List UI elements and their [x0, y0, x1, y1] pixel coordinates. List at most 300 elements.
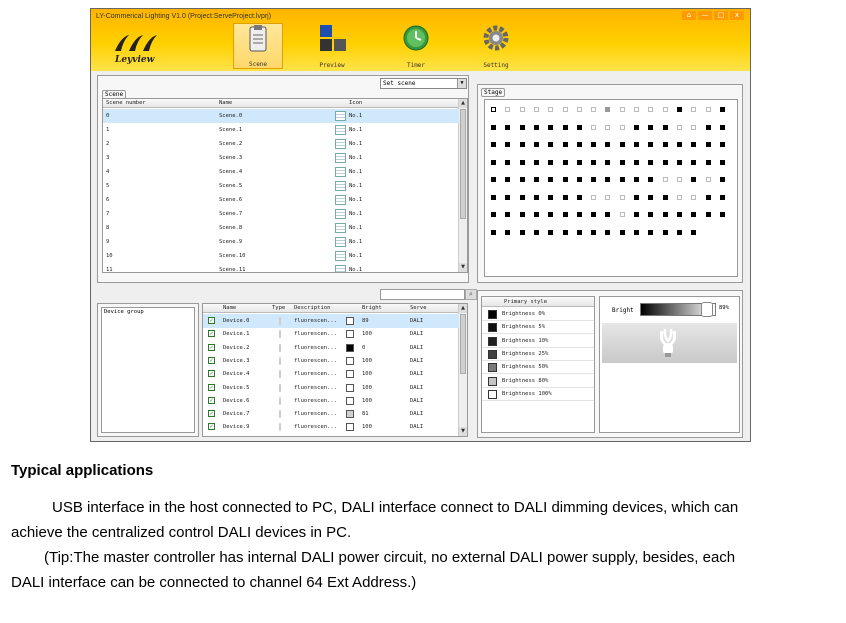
stage-light[interactable]	[563, 212, 568, 217]
primary-style-item[interactable]	[482, 388, 594, 401]
stage-light[interactable]	[677, 142, 682, 147]
stage-light[interactable]	[520, 177, 525, 182]
stage-light[interactable]	[677, 230, 682, 235]
style-swatch	[488, 337, 497, 346]
brightness-swatch	[346, 317, 354, 325]
stage-light[interactable]	[577, 212, 582, 217]
scene-row[interactable]	[103, 137, 459, 151]
stage-light[interactable]	[663, 107, 668, 112]
stage-light[interactable]	[663, 142, 668, 147]
stage-light[interactable]	[520, 142, 525, 147]
stage-light[interactable]	[648, 212, 653, 217]
stage-light[interactable]	[505, 177, 510, 182]
stage-light[interactable]	[563, 125, 568, 130]
scene-row[interactable]	[103, 221, 459, 235]
scene-row[interactable]	[103, 207, 459, 221]
checkbox[interactable]: ✓	[209, 330, 214, 338]
scroll-up-icon[interactable]: ▲	[459, 304, 467, 313]
stage-light[interactable]	[663, 212, 668, 217]
scene-number: 1	[106, 127, 110, 133]
scene-icon-label: No.1	[349, 239, 363, 245]
checkbox[interactable]: ✓	[209, 396, 214, 404]
scene-image-icon	[335, 139, 346, 149]
stage-light[interactable]	[648, 177, 653, 182]
stage-light[interactable]	[548, 142, 553, 147]
stage-light[interactable]	[663, 125, 668, 130]
scroll-down-icon[interactable]: ▼	[459, 263, 467, 272]
stage-light[interactable]	[563, 107, 568, 112]
style-label: Brightness 100%	[502, 390, 552, 397]
scene-row[interactable]	[103, 235, 459, 249]
stage-light[interactable]	[534, 125, 539, 130]
device-description: fluorescen...	[294, 397, 338, 404]
stage-light[interactable]	[563, 195, 568, 200]
stage-light[interactable]	[706, 212, 711, 217]
stage-light[interactable]	[648, 142, 653, 147]
stage-grid[interactable]	[484, 99, 738, 277]
stage-light[interactable]	[505, 107, 510, 112]
device-description: fluorescen...	[294, 424, 338, 431]
stage-light[interactable]	[677, 160, 682, 165]
device-table	[202, 303, 468, 437]
window-controls	[682, 11, 744, 20]
primary-style-list	[481, 296, 595, 433]
stage-light[interactable]	[677, 107, 682, 112]
scene-row[interactable]	[103, 123, 459, 137]
brightness-swatch	[346, 423, 354, 431]
set-scene-value: Set scene	[383, 80, 416, 87]
device-name: Device.3	[223, 357, 250, 364]
scene-name: Scene.9	[219, 239, 243, 245]
stage-light[interactable]	[634, 160, 639, 165]
stage-light[interactable]	[691, 212, 696, 217]
device-bright: 100	[362, 371, 372, 378]
stage-light[interactable]	[520, 125, 525, 130]
stage-light[interactable]	[563, 230, 568, 235]
scene-image-icon	[335, 181, 346, 191]
stage-light[interactable]	[534, 212, 539, 217]
primary-style-item[interactable]	[482, 361, 594, 374]
device-group-panel	[97, 303, 199, 437]
scene-image-icon	[335, 223, 346, 233]
stage-light[interactable]	[491, 177, 496, 182]
stage-light[interactable]	[534, 230, 539, 235]
device-bright: 100	[362, 384, 372, 391]
scene-row[interactable]	[103, 263, 459, 273]
scene-image-icon	[335, 195, 346, 205]
primary-style-item[interactable]	[482, 348, 594, 361]
scene-image-icon	[335, 237, 346, 247]
stage-light[interactable]	[548, 230, 553, 235]
device-row[interactable]	[203, 314, 459, 328]
stage-light[interactable]	[548, 195, 553, 200]
scene-row[interactable]	[103, 193, 459, 207]
stage-light[interactable]	[691, 160, 696, 165]
stage-light[interactable]	[634, 107, 639, 112]
scene-icon-label: No.1	[349, 183, 363, 189]
nav-preview[interactable]	[307, 23, 357, 69]
stage-light[interactable]	[605, 195, 610, 200]
stage-light[interactable]	[491, 160, 496, 165]
stage-light[interactable]	[706, 160, 711, 165]
scene-image-icon	[335, 251, 346, 261]
nav-timer-label: Timer	[406, 62, 426, 69]
scroll-up-icon[interactable]: ▲	[459, 99, 467, 108]
stage-light[interactable]	[534, 107, 539, 112]
scene-icon-label: No.1	[349, 141, 363, 147]
bulb-preview	[602, 323, 737, 363]
stage-panel	[477, 84, 743, 283]
stage-light[interactable]	[591, 160, 596, 165]
device-description: fluorescen...	[294, 384, 338, 391]
stage-light[interactable]	[634, 142, 639, 147]
checkbox[interactable]: ✓	[209, 423, 214, 431]
device-search-input[interactable]	[380, 289, 473, 300]
device-serve: DALI	[410, 344, 424, 351]
stage-light[interactable]	[634, 230, 639, 235]
checkbox[interactable]: ✓	[209, 356, 214, 364]
stage-light[interactable]	[648, 125, 653, 130]
scene-row[interactable]	[103, 109, 459, 123]
stage-light[interactable]	[563, 142, 568, 147]
col-dev-name: Name	[223, 305, 237, 311]
scene-number: 2	[106, 141, 110, 147]
checkbox[interactable]: ✓	[209, 317, 214, 324]
brightness-swatch	[346, 330, 354, 338]
stage-light[interactable]	[663, 177, 668, 182]
stage-light[interactable]	[706, 177, 711, 182]
stage-light[interactable]	[605, 142, 610, 147]
stage-light[interactable]	[663, 230, 668, 235]
stage-light[interactable]	[706, 195, 711, 200]
stage-light[interactable]	[577, 160, 582, 165]
primary-style-item[interactable]	[482, 308, 594, 321]
stage-light[interactable]	[520, 160, 525, 165]
stage-light[interactable]	[663, 160, 668, 165]
nav-scene-label: Scene	[248, 61, 268, 68]
stage-light[interactable]	[620, 107, 625, 112]
search-icon[interactable]: ⌕	[465, 289, 477, 300]
scene-number: 6	[106, 197, 110, 203]
scene-image-icon	[335, 125, 346, 135]
stage-light[interactable]	[548, 107, 553, 112]
stage-light[interactable]	[720, 195, 725, 200]
header-bar	[91, 9, 750, 71]
home-icon[interactable]: ⌂	[682, 11, 696, 20]
app-window	[90, 8, 751, 442]
stage-light[interactable]	[520, 212, 525, 217]
stage-light[interactable]	[720, 125, 725, 130]
scene-name: Scene.5	[219, 183, 243, 189]
stage-light[interactable]	[677, 125, 682, 130]
stage-light[interactable]	[505, 230, 510, 235]
device-row[interactable]	[203, 407, 459, 421]
scene-name: Scene.11	[219, 267, 246, 273]
clipboard-icon	[243, 24, 273, 54]
stage-light[interactable]	[548, 177, 553, 182]
stage-light[interactable]	[648, 107, 653, 112]
nav-preview-label: Preview	[319, 62, 345, 69]
scene-icon-label: No.1	[349, 127, 363, 133]
device-table-header	[203, 304, 467, 313]
stage-light[interactable]	[563, 177, 568, 182]
checkbox[interactable]: ✓	[209, 343, 214, 351]
stage-light[interactable]	[548, 212, 553, 217]
stage-light[interactable]	[720, 107, 725, 112]
bright-slider[interactable]	[640, 303, 716, 316]
scene-scrollbar[interactable]	[458, 99, 467, 272]
nav-scene[interactable]	[233, 23, 283, 69]
scene-row[interactable]	[103, 151, 459, 165]
scene-image-icon	[335, 153, 346, 163]
stage-light[interactable]	[491, 195, 496, 200]
style-label: Brightness 5%	[502, 324, 546, 331]
device-serve: DALI	[410, 397, 424, 404]
stage-light[interactable]	[577, 230, 582, 235]
scene-image-icon	[335, 111, 346, 121]
device-serve: DALI	[410, 371, 424, 378]
device-bright: 100	[362, 357, 372, 364]
stage-light[interactable]	[691, 177, 696, 182]
stage-light[interactable]	[706, 125, 711, 130]
stage-light[interactable]	[505, 212, 510, 217]
doc-heading: Typical applications	[11, 462, 154, 479]
scroll-thumb[interactable]	[460, 314, 466, 374]
preview-icon	[317, 23, 347, 53]
stage-light[interactable]	[706, 107, 711, 112]
maximize-button[interactable]: □	[714, 11, 728, 20]
stage-light[interactable]	[520, 107, 525, 112]
stage-light[interactable]	[591, 125, 596, 130]
stage-light[interactable]	[591, 195, 596, 200]
scene-number: 0	[106, 113, 110, 119]
device-description: fluorescen...	[294, 318, 338, 324]
chevron-down-icon: ▼	[457, 79, 466, 88]
stage-light[interactable]	[491, 125, 496, 130]
stage-light[interactable]	[577, 107, 582, 112]
stage-light[interactable]	[620, 160, 625, 165]
col-scene-number: Scene number	[106, 100, 146, 106]
minimize-button[interactable]: —	[698, 11, 712, 20]
stage-light[interactable]	[620, 195, 625, 200]
scroll-down-icon[interactable]: ▼	[459, 427, 467, 436]
logo	[111, 31, 171, 69]
device-serve: DALI	[410, 318, 424, 324]
device-group-list[interactable]	[101, 307, 195, 433]
stage-light[interactable]	[577, 125, 582, 130]
nav-setting-label: Setting	[483, 62, 509, 69]
stage-light[interactable]	[720, 212, 725, 217]
stage-light[interactable]	[591, 142, 596, 147]
brightness-swatch	[346, 410, 354, 418]
device-name: Device.9	[223, 424, 250, 431]
style-swatch	[488, 390, 497, 399]
stage-light[interactable]	[605, 177, 610, 182]
style-swatch	[488, 363, 497, 372]
device-row[interactable]	[203, 420, 459, 434]
scroll-thumb[interactable]	[460, 109, 466, 219]
stage-light[interactable]	[577, 142, 582, 147]
stage-light[interactable]	[534, 195, 539, 200]
stage-light[interactable]	[677, 212, 682, 217]
device-name: Device.6	[223, 397, 250, 404]
stage-light[interactable]	[648, 230, 653, 235]
stage-light[interactable]	[491, 142, 496, 147]
scene-number: 10	[106, 253, 113, 259]
stage-light[interactable]	[634, 125, 639, 130]
stage-light[interactable]	[691, 230, 696, 235]
lamp-icon	[279, 370, 281, 378]
device-row[interactable]	[203, 367, 459, 381]
checkbox[interactable]: ✓	[209, 383, 214, 391]
stage-light[interactable]	[534, 160, 539, 165]
stage-light[interactable]	[677, 177, 682, 182]
scene-icon-label: No.1	[349, 197, 363, 203]
stage-light[interactable]	[577, 177, 582, 182]
stage-light[interactable]	[505, 142, 510, 147]
stage-light[interactable]	[591, 230, 596, 235]
stage-light[interactable]	[563, 160, 568, 165]
set-scene-select[interactable]	[380, 78, 467, 89]
stage-light[interactable]	[548, 125, 553, 130]
nav-setting[interactable]	[471, 23, 521, 69]
stage-light[interactable]	[605, 160, 610, 165]
stage-light[interactable]	[491, 107, 496, 112]
scene-icon-label: No.1	[349, 267, 363, 273]
close-button[interactable]: x	[730, 11, 744, 20]
stage-light[interactable]	[663, 195, 668, 200]
scene-name: Scene.10	[219, 253, 246, 259]
scene-number: 3	[106, 155, 110, 161]
stage-light[interactable]	[634, 177, 639, 182]
brightness-swatch	[346, 384, 354, 392]
stage-light[interactable]	[691, 142, 696, 147]
lamp-icon	[279, 423, 281, 431]
device-scrollbar[interactable]	[458, 304, 467, 436]
style-swatch	[488, 350, 497, 359]
scene-name: Scene.2	[219, 141, 243, 147]
stage-light[interactable]	[605, 125, 610, 130]
stage-light[interactable]	[648, 160, 653, 165]
stage-light[interactable]	[634, 212, 639, 217]
col-name: Name	[219, 100, 233, 106]
primary-style-item[interactable]	[482, 335, 594, 348]
stage-light[interactable]	[591, 212, 596, 217]
scene-name: Scene.4	[219, 169, 243, 175]
scene-number: 5	[106, 183, 110, 189]
stage-light[interactable]	[677, 195, 682, 200]
style-label: Brightness 25%	[502, 350, 549, 357]
device-bright: 0	[362, 344, 366, 351]
col-dev-bright: Bright	[362, 305, 382, 311]
stage-light[interactable]	[620, 212, 625, 217]
stage-light[interactable]	[691, 195, 696, 200]
device-name: Device.0	[223, 318, 250, 324]
stage-light[interactable]	[605, 212, 610, 217]
lamp-icon	[279, 357, 281, 365]
bright-slider-thumb[interactable]	[701, 302, 713, 317]
stage-light[interactable]	[505, 160, 510, 165]
clock-icon	[401, 23, 431, 53]
scene-name: Scene.7	[219, 211, 243, 217]
stage-light[interactable]	[620, 125, 625, 130]
stage-light[interactable]	[577, 195, 582, 200]
device-serve: DALI	[410, 411, 424, 418]
stage-light[interactable]	[534, 177, 539, 182]
device-description: fluorescen...	[294, 344, 338, 351]
row-divider	[482, 400, 594, 401]
style-panel	[477, 290, 743, 438]
col-dev-serve: Serve	[410, 305, 427, 311]
col-icon: Icon	[349, 100, 363, 106]
primary-style-item[interactable]	[482, 375, 594, 388]
stage-light[interactable]	[505, 195, 510, 200]
stage-light[interactable]	[706, 142, 711, 147]
stage-light[interactable]	[591, 177, 596, 182]
scene-row[interactable]	[103, 165, 459, 179]
device-description: fluorescen...	[294, 371, 338, 378]
checkbox[interactable]: ✓	[209, 410, 214, 418]
scene-image-icon	[335, 265, 346, 273]
stage-light[interactable]	[620, 230, 625, 235]
brightness-swatch	[346, 344, 354, 352]
lamp-icon	[279, 330, 281, 338]
device-name: Device.4	[223, 371, 250, 378]
stage-light[interactable]	[605, 230, 610, 235]
stage-light[interactable]	[548, 160, 553, 165]
scene-image-icon	[335, 209, 346, 219]
stage-light[interactable]	[720, 142, 725, 147]
stage-light[interactable]	[691, 125, 696, 130]
stage-light[interactable]	[648, 195, 653, 200]
device-row[interactable]	[203, 354, 459, 368]
device-description: fluorescen...	[294, 357, 338, 364]
checkbox[interactable]: ✓	[209, 370, 214, 378]
stage-light[interactable]	[505, 125, 510, 130]
scene-row[interactable]	[103, 179, 459, 193]
scene-number: 7	[106, 211, 110, 217]
stage-light[interactable]	[720, 177, 725, 182]
stage-light[interactable]	[520, 195, 525, 200]
stage-light[interactable]	[620, 177, 625, 182]
nav-timer[interactable]	[391, 23, 441, 69]
stage-light[interactable]	[620, 142, 625, 147]
stage-light[interactable]	[720, 160, 725, 165]
device-row[interactable]	[203, 381, 459, 395]
stage-light[interactable]	[491, 230, 496, 235]
stage-group-label: Stage	[481, 88, 505, 97]
stage-light[interactable]	[534, 142, 539, 147]
stage-light[interactable]	[491, 212, 496, 217]
scene-number: 4	[106, 169, 110, 175]
stage-light[interactable]	[605, 107, 610, 112]
brightness-swatch	[346, 357, 354, 365]
device-row[interactable]	[203, 394, 459, 408]
device-name: Device.5	[223, 384, 250, 391]
device-name: Device.2	[223, 344, 250, 351]
stage-light[interactable]	[634, 195, 639, 200]
stage-light[interactable]	[520, 230, 525, 235]
stage-light[interactable]	[591, 107, 596, 112]
scene-icon-label: No.1	[349, 225, 363, 231]
style-label: Brightness 80%	[502, 377, 549, 384]
device-row[interactable]	[203, 341, 459, 355]
device-row[interactable]	[203, 327, 459, 341]
primary-style-item[interactable]	[482, 321, 594, 334]
stage-light[interactable]	[691, 107, 696, 112]
scene-row[interactable]	[103, 249, 459, 263]
style-label: Brightness 0%	[502, 311, 546, 317]
